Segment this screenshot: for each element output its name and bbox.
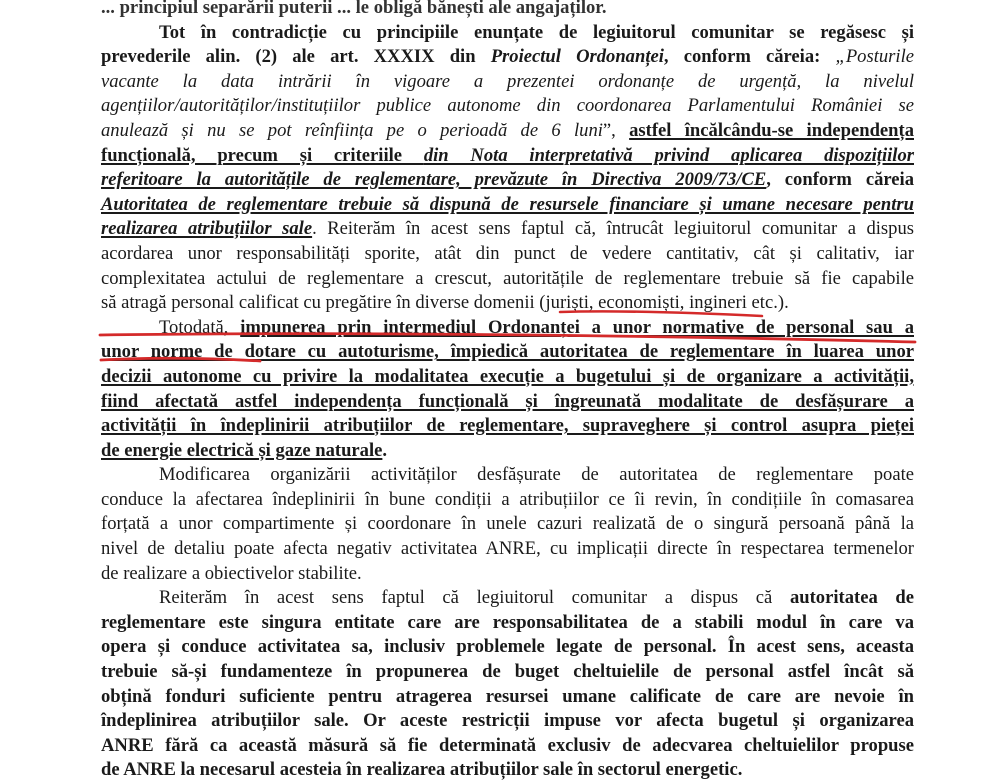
text-line [101, 562, 914, 587]
text-run: de energie electrică și gaze naturale [101, 439, 383, 461]
paragraph-p4 [101, 586, 914, 783]
text-run: unor norme de dotare cu autoturisme, împiedică autoritatea de reglementare în luarea unor [101, 341, 914, 363]
text-line [101, 439, 914, 464]
text-run: , conform căreia: [663, 46, 836, 68]
text-run: decizii autonome cu privire la modalitatea execuție a bugetului și de organizare a activității, [101, 365, 914, 387]
text-run: agențiilor/autorităților/instituțiilor publice autonome din coordonarea Parlamentului României se [101, 95, 914, 117]
text-line [101, 119, 914, 144]
text-run: impunerea prin intermediul Ordonanței a unor normative de personal sau a [240, 316, 914, 338]
paragraph-p0 [101, 0, 914, 21]
text-run: reglementare este singura entitate care are responsabilitatea de a stabili modul în care va [101, 611, 914, 633]
text-run: Tot în contradicție cu principiile enunțate de legiuitorul comunitar se regăsesc și [159, 21, 914, 43]
text-run: Autoritatea de reglementare trebuie să dispună de resursele financiare și umane necesare pentru [101, 193, 914, 215]
text-run: . [382, 439, 388, 461]
text-line [101, 0, 914, 21]
text-line [101, 316, 914, 341]
text-run: Proiectul Ordonanței [490, 46, 664, 68]
text-line [101, 365, 914, 390]
text-run: conduce la afectarea îndeplinirii în bune condiții a atribuțiilor ce îi revin, în condițiile în comasarea [101, 488, 914, 510]
text-run: fiind afectată astfel independența funcțională și îngreunată modalitate de desfășurare a [101, 390, 914, 412]
text-line [101, 291, 914, 316]
text-line [101, 512, 914, 537]
text-line [101, 144, 914, 169]
paragraph-p2 [101, 316, 914, 464]
text-line [101, 94, 914, 119]
text-run: opera și conduce activitatea sa, inclusiv problemele legate de personal. În acest sens, aceasta [101, 636, 914, 658]
text-line [101, 709, 914, 734]
text-run: ”, [602, 119, 630, 141]
text-run: astfel încălcându-se independența [629, 119, 914, 141]
text-line [101, 660, 914, 685]
text-line [101, 463, 914, 488]
text-run: de realizare a obiectivelor stabilite. [101, 562, 362, 584]
text-line [101, 734, 914, 759]
text-line [101, 635, 914, 660]
text-run: anulează și nu se pot reînființa pe o perioadă de 6 luni [101, 119, 603, 141]
text-run: de ANRE la necesarul acesteia în realizarea atribuțiilor sale în sectorul energetic. [101, 759, 743, 781]
text-line [101, 242, 914, 267]
text-run: din Nota interpretativă privind aplicarea dispozițiilor [423, 144, 914, 166]
text-run: nivel de detaliu poate afecta negativ activitatea ANRE, cu implicații directe în respectarea termenelor [101, 538, 914, 560]
text-line [101, 217, 914, 242]
text-run: referitoare la autoritățile de reglementare, prevăzute în Directiva 2009/73/CE [101, 169, 767, 191]
text-run: Modificarea organizării activităților desfășurate de autoritatea de reglementare poate [159, 464, 914, 486]
text-run: acordarea unor responsabilități sporite, atât din punct de vedere cantitativ, cât și calitativ, iar [101, 242, 914, 264]
text-run: ... principiul separării puterii ... le obligă bănești ale angajaților. [101, 0, 607, 18]
text-line [101, 414, 914, 439]
text-run: să atragă personal calificat cu pregătire în diverse domenii (juriști, economiști, ingineri etc.). [101, 292, 789, 314]
text-line [101, 267, 914, 292]
text-run: complexitatea actului de reglementare a crescut, autoritățile de reglementare trebuie să fie capabile [101, 267, 914, 289]
text-line [101, 611, 914, 636]
text-line [101, 45, 914, 70]
text-run: . Reiterăm în acest sens faptul că, întrucât legiuitorul comunitar a dispus [312, 218, 914, 240]
document-page [101, 0, 914, 783]
text-run: trebuie să-și fundamenteze în propunerea de buget cheltuielile de personal astfel încât să [101, 661, 914, 683]
text-run: Reiterăm în acest sens faptul că legiuitorul comunitar a dispus că [159, 587, 790, 609]
text-line [101, 758, 914, 783]
text-line [101, 488, 914, 513]
text-run: forțată a unor compartimente și coordonare în unele cazuri realizată de o singură persoană până la [101, 513, 914, 535]
text-run: Totodată, [159, 316, 241, 338]
text-run: îndeplinirea atribuțiilor sale. Or aceste restricții impuse vor afecta bugetul și organizarea [101, 710, 914, 732]
text-run: autoritatea de [789, 587, 914, 609]
text-run: obțină fonduri suficiente pentru atragerea resursei umane calificate de care are nevoie în [101, 685, 914, 707]
text-line [101, 193, 914, 218]
paragraph-p3 [101, 463, 914, 586]
text-run: realizarea atribuțiilor sale [101, 218, 313, 240]
text-line [101, 70, 914, 95]
text-line [101, 685, 914, 710]
text-line [101, 168, 914, 193]
text-line [101, 586, 914, 611]
text-line [101, 537, 914, 562]
paragraph-p1 [101, 21, 914, 316]
text-run: , conform căreia [766, 169, 914, 191]
text-run: funcțională, precum și criteriile [101, 144, 424, 166]
text-line [101, 21, 914, 46]
text-line [101, 390, 914, 415]
text-run: activității în îndeplinirii atribuțiilor de reglementare, supraveghere și control asupra pieței [101, 415, 914, 437]
text-run: „Posturile [835, 46, 914, 68]
text-line [101, 340, 914, 365]
text-run: ANRE fără ca această măsură să fie determinată exclusiv de adecvarea cheltuielilor propuse [101, 734, 914, 756]
text-run: prevederile alin. (2) ale art. XXXIX din [101, 46, 491, 68]
text-run: vacante la data intrării în vigoare a prezentei ordonanțe de urgență, la nivelul [101, 70, 914, 92]
